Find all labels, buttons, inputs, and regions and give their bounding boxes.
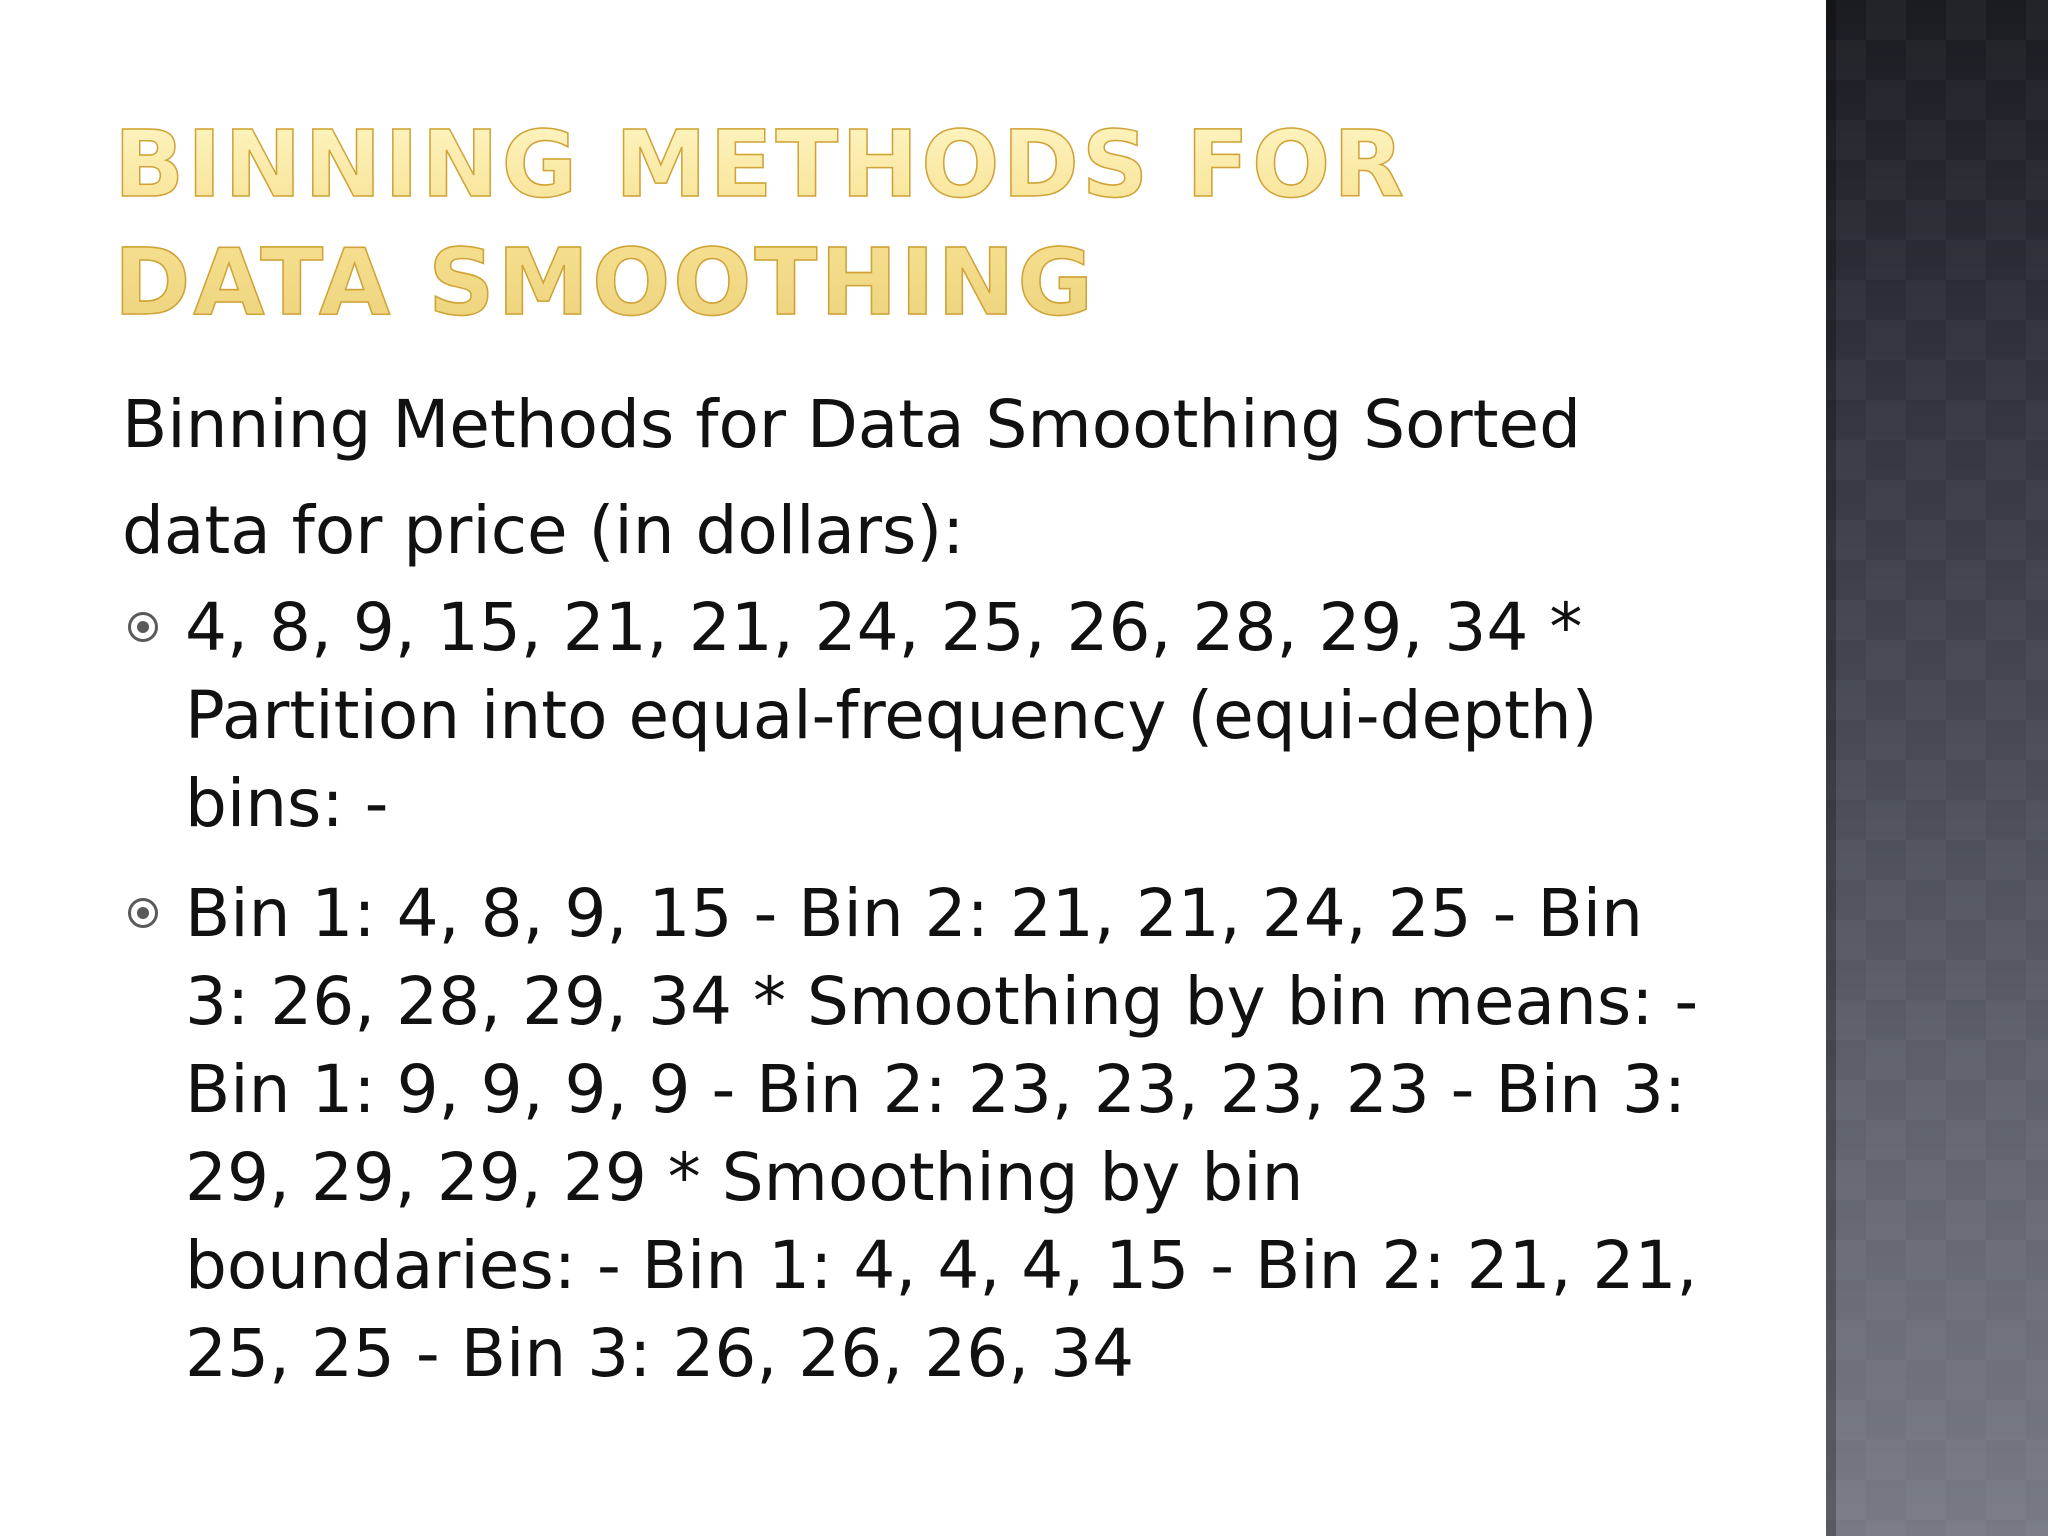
circle-bullet-icon (128, 612, 158, 642)
slide-title: BINNING METHODS FOR DATA SMOOTHING (114, 106, 1674, 342)
intro-text: Binning Methods for Data Smoothing Sorted data for price (in dollars): (122, 386, 1581, 569)
circle-bullet-icon (128, 898, 158, 928)
bullet-text-2: Bin 1: 4, 8, 9, 15 - Bin 2: 21, 21, 24, 25 - Bin 3: 26, 28, 29, 34 * Smoothing by bin means: - Bin 1: 9, 9, 9, 9 - Bin 2: 23, 23, 23, 23 - Bin 3: 29, 29, 29, 29 * Smoothing by bin boundaries: - Bin 1: 4, 4, 4, 15 - Bin 2: 21, 21, 25, 25 - Bin 3: 26, 26, 26, 34 (185, 875, 1699, 1392)
decorative-side-panel (1826, 0, 2048, 1536)
slide-content (122, 372, 1702, 1398)
bullet-item-2 (122, 870, 1702, 1398)
bullet-list (122, 584, 1702, 1398)
bullet-text-1: 4, 8, 9, 15, 21, 21, 24, 25, 26, 28, 29, 34 * Partition into equal-frequency (equi-depth) bins: - (185, 589, 1598, 842)
bullet-item-1 (122, 584, 1702, 848)
